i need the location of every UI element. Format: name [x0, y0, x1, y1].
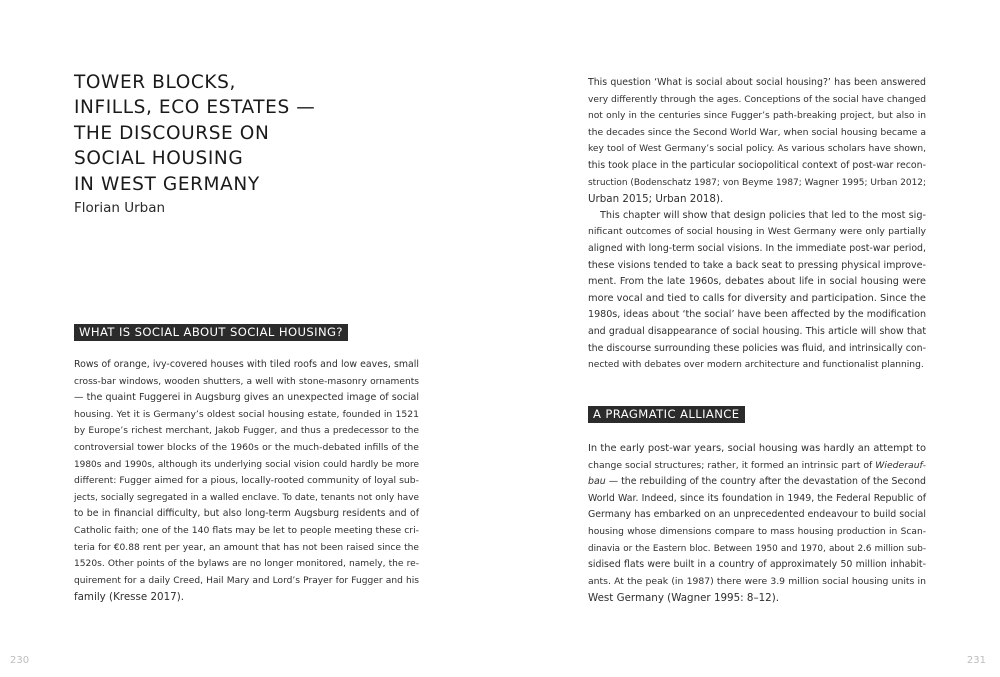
text-line: controversial tower blocks of the 1960s or the much-debated infills of the [74, 441, 419, 453]
title-line: IN WEST GERMANY [74, 173, 260, 195]
italic-term: bau [588, 476, 606, 488]
text-line: Rows of orange, ivy-covered houses with tiled roofs and low eaves, small [74, 359, 419, 370]
text-line: housing whose dimensions compare to mass housing production in Scan- [588, 526, 926, 537]
text-line: West Germany (Wagner 1995: 8–12). [588, 592, 779, 605]
text-line: jects, socially segregated in a walled enclave. To date, tenants not only have [74, 492, 419, 503]
text-line: these visions tended to take a back seat to pressing physical improve- [588, 259, 926, 271]
text-line: Germany has embarked on an unprecedented endeavour to build social [588, 509, 926, 521]
body-paragraph [74, 357, 419, 606]
text-line: nected with debates over modern architecture and functionalist planning. [588, 360, 924, 371]
body-paragraph [588, 75, 926, 374]
text-line: this took place in the particular sociopolitical context of post-war recon- [588, 159, 926, 171]
text-line: different: Fugger aimed for a pious, locally-rooted community of loyal sub- [74, 475, 419, 487]
text-line: dinavia or the Eastern bloc. Between 1950 and 1970, about 2.6 million sub- [588, 543, 926, 554]
text-line: World War. Indeed, since its foundation in 1949, the Federal Republic of [588, 492, 926, 504]
text-line: the discourse surrounding these policies was fluid, and intrinsically con- [588, 342, 926, 354]
text-line: This question ‘What is social about social housing?’ has been answered [588, 77, 926, 88]
text-line: the decades since the Second World War, when social housing became a [588, 126, 926, 138]
text-line: sidised flats were built in a country of approximately 50 million inhabit- [588, 559, 926, 571]
page-number: 230 [10, 655, 30, 666]
text-line [588, 458, 926, 475]
title-line: SOCIAL HOUSING [74, 148, 244, 170]
page-number: 231 [966, 655, 986, 666]
text-fragment: change social structures; rather, it formed an intrinsic part of [588, 459, 876, 471]
section-heading: A PRAGMATIC ALLIANCE [588, 406, 745, 423]
body-paragraph [588, 441, 926, 607]
text-line: ants. At the peak (in 1987) there were 3.9 million social housing units in [588, 575, 926, 587]
text-line [588, 474, 926, 491]
text-line: quirement for a daily Creed, Hail Mary and Lord’s Prayer for Fugger and his [74, 575, 419, 586]
text-line: by Europe’s richest merchant, Jakob Fugger, and thus a predecessor to the [74, 426, 419, 437]
text-line: 1980s and 1990s, although its underlying social vision could hardly be more [74, 459, 419, 470]
text-line: not only in the centuries since Fugger’s path-breaking project, but also in [588, 111, 926, 122]
text-line: housing. Yet it is Germany’s oldest social housing estate, founded in 1521 [74, 408, 419, 420]
text-line: more vocal and tied to calls for diversity and participation. Since the [588, 292, 926, 304]
text-line: family (Kresse 2017). [74, 591, 184, 604]
chapter-title [74, 70, 354, 197]
section-heading: WHAT IS SOCIAL ABOUT SOCIAL HOUSING? [74, 324, 348, 341]
text-line: and gradual disappearance of social housing. This article will show that [588, 325, 926, 337]
text-line: cross-bar windows, wooden shutters, a well with stone-masonry ornaments [74, 376, 419, 387]
title-line: TOWER BLOCKS, [74, 72, 236, 93]
text-line: key tool of West Germany’s social policy. As various scholars have shown, [588, 144, 926, 155]
text-fragment: — the rebuilding of the country after the devastation of the Second [605, 476, 926, 488]
text-line: In the early post-war years, social housing was hardly an attempt to [588, 443, 926, 454]
text-line: teria for €0.88 rent per year, an amount that has not been raised since the [74, 542, 419, 553]
italic-term: Wiederauf- [875, 459, 926, 471]
text-line: nificant outcomes of social housing in West Germany were only partially [588, 226, 926, 238]
text-line: 1980s, ideas about ‘the social’ have been affected by the modification [588, 309, 926, 321]
title-line: INFILLS, ECO ESTATES — [74, 97, 316, 119]
text-line: aligned with long-term social visions. In the immediate post-war period, [588, 242, 926, 254]
text-line: very differently through the ages. Conceptions of the social have changed [588, 94, 926, 105]
text-line: ment. From the late 1960s, debates about life in social housing were [588, 276, 926, 288]
text-line: struction (Bodenschatz 1987; von Beyme 1987; Wagner 1995; Urban 2012; [588, 177, 926, 188]
title-line: THE DISCOURSE ON [74, 122, 270, 144]
text-line: 1520s. Other points of the bylaws are no longer monitored, namely, the re- [74, 559, 419, 570]
text-line: Urban 2015; Urban 2018). [588, 193, 724, 206]
author-name: Florian Urban [74, 200, 166, 216]
text-line: to be in financial difficulty, but also long-term Augsburg residents and of [74, 508, 419, 520]
text-line: Catholic faith; one of the 140 flats may be let to people meeting these cri- [74, 524, 419, 536]
text-line: — the quaint Fuggerei in Augsburg gives an unexpected image of social [74, 392, 419, 404]
text-line: This chapter will show that design policies that led to the most sig- [600, 209, 926, 221]
